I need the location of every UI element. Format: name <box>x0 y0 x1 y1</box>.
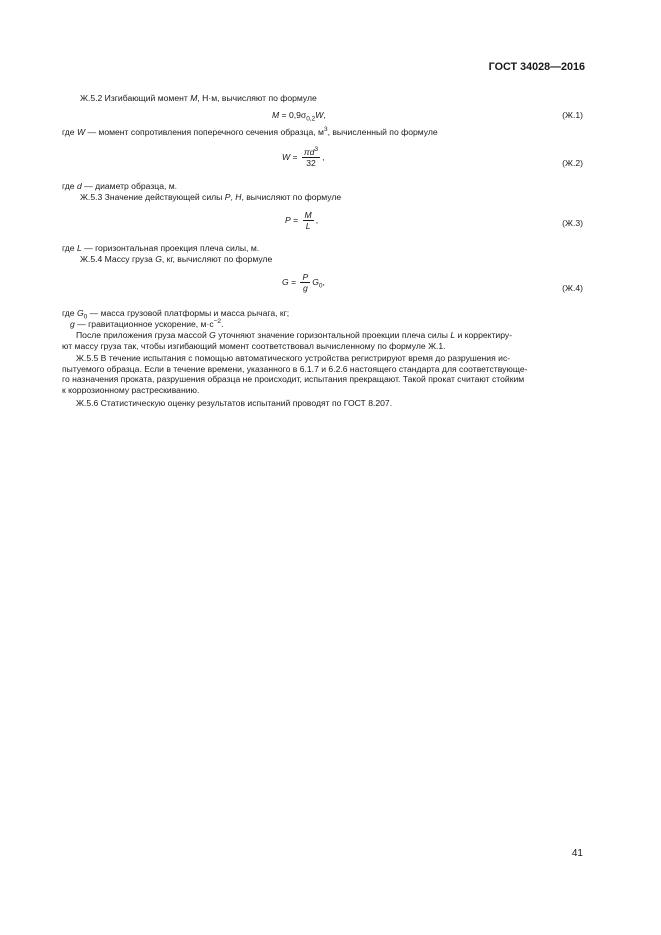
formula-lhs: P <box>285 214 291 225</box>
formula-var: G <box>312 276 319 287</box>
paragraph-line <box>62 330 582 341</box>
formula-lhs: M <box>272 110 280 120</box>
paragraph-text: После приложения груза массой <box>76 330 210 340</box>
definition-g0 <box>62 308 582 319</box>
formula-sub: 0 <box>318 282 323 290</box>
paragraph-line: го назначения проката, разрушения образца не происходит, испытания прекращают. Такой прокат считают стойким <box>62 374 525 385</box>
equation-number: (Ж.3) <box>562 218 583 228</box>
denominator: 32 <box>306 158 316 168</box>
def-text: — момент сопротивления поперечного сечения образца, м <box>85 127 324 137</box>
equation-number: (Ж.1) <box>562 110 583 120</box>
paragraph-j-5-2 <box>80 93 582 104</box>
equation-number: (Ж.4) <box>562 283 583 293</box>
def-text: где <box>62 308 77 318</box>
equals-sign: = <box>288 276 299 287</box>
paragraph-text: , <box>230 192 236 202</box>
variable: M <box>190 93 198 103</box>
definition-l <box>62 243 582 254</box>
paragraph-line: к коррозионному растрескиванию. <box>62 384 200 395</box>
paragraph-text: , кг, вычисляют по формуле <box>161 254 273 264</box>
clause-number: Ж.5.4 <box>80 254 103 264</box>
paragraph-text: и корректиру- <box>455 330 513 340</box>
paragraph-line: Ж.5.5 В течение испытания с помощью автоматического устройства регистрируют время до разрушения ис- <box>76 353 511 363</box>
definition-w <box>62 127 582 138</box>
superscript: 3 <box>323 126 328 134</box>
denominator: g <box>302 283 308 293</box>
paragraph-line: пытуемого образца. Если в течение времени, указанного в 6.1.7 и 6.2.6 настоящего стандарта для соответствующе- <box>62 363 528 374</box>
variable: L <box>76 243 82 253</box>
variable: d <box>76 181 82 191</box>
equation-number: (Ж.2) <box>562 158 583 168</box>
variable: g <box>70 319 75 329</box>
formula-j3: P = $\frac{M}{L}$ , <box>285 210 319 231</box>
formula-part: = 0,9σ <box>279 110 307 120</box>
subscript: 0 <box>83 313 88 321</box>
variable: P <box>224 192 231 202</box>
variable: W <box>76 127 86 137</box>
paragraph-j-5-5 <box>62 353 582 395</box>
clause-number: Ж.5.2 <box>80 93 103 103</box>
variable: L <box>450 330 456 340</box>
paragraph-text: , Н·м, вычисляют по формуле <box>197 93 317 103</box>
formula-j4: G = $\frac{P}{g}$ $G_0$, <box>282 272 325 293</box>
paragraph-j-5-4 <box>80 254 582 265</box>
formula-lhs: G <box>282 276 289 287</box>
numerator: M <box>304 210 312 220</box>
paragraph-text: уточняют значение горизонтальной проекции плеча силы <box>215 330 451 340</box>
superscript: 3 <box>314 146 319 154</box>
fraction <box>300 272 310 293</box>
formula-sub: 0,2 <box>306 115 316 123</box>
paragraph-text: Значение действующей силы <box>104 192 225 202</box>
formula-lhs: W <box>282 151 291 162</box>
def-text: где <box>62 181 77 191</box>
def-text: — масса грузовой платформы и масса рычага, кг; <box>87 308 290 318</box>
formula-part: , <box>323 110 326 120</box>
document-header: ГОСТ 34028—2016 <box>488 61 585 73</box>
fraction <box>303 210 314 231</box>
equals-sign: = <box>290 151 300 162</box>
variable: G <box>155 254 162 264</box>
variable: G <box>209 330 216 340</box>
superscript: −2 <box>213 318 222 326</box>
def-text: — диаметр образца, м. <box>81 181 178 191</box>
def-text: , вычисленный по формуле <box>327 127 438 137</box>
denominator: L <box>305 221 311 231</box>
fraction <box>302 147 320 168</box>
variable: H <box>235 192 242 202</box>
clause-number: Ж.5.3 <box>80 192 103 202</box>
numerator: P <box>302 272 309 282</box>
paragraph-line: Ж.5.6 Статистическую оценку результатов испытаний проводят по ГОСТ 8.207. <box>76 398 393 408</box>
formula-j2: W = $\frac{\pi d^3}{32}$ , <box>282 146 325 168</box>
paragraph-text: , вычисляют по формуле <box>241 192 342 202</box>
equals-sign: = <box>290 214 301 225</box>
variable: G <box>76 308 84 318</box>
def-text: — гравитационное ускорение, м·с <box>74 319 214 329</box>
def-text: — горизонтальная проекция плеча силы, м. <box>81 243 260 253</box>
definition-d <box>62 181 582 192</box>
def-text: где <box>62 127 77 137</box>
def-text: где <box>62 243 77 253</box>
paragraph-after-load <box>62 330 582 351</box>
formula-j1 <box>272 110 326 121</box>
page-number: 41 <box>571 848 583 859</box>
paragraph-j-5-6 <box>62 398 582 409</box>
paragraph-line: ют массу груза так, чтобы изгибающий момент соответствовал вычисленному по формуле Ж.1. <box>62 340 446 351</box>
paragraph-j-5-3 <box>80 192 582 203</box>
formula-var: W <box>315 110 324 120</box>
paragraph-text: Массу груза <box>104 254 156 264</box>
numerator: πd <box>303 147 315 157</box>
def-text: . <box>221 319 224 329</box>
paragraph-text: Изгибающий момент <box>104 93 191 103</box>
definition-g <box>70 319 572 330</box>
